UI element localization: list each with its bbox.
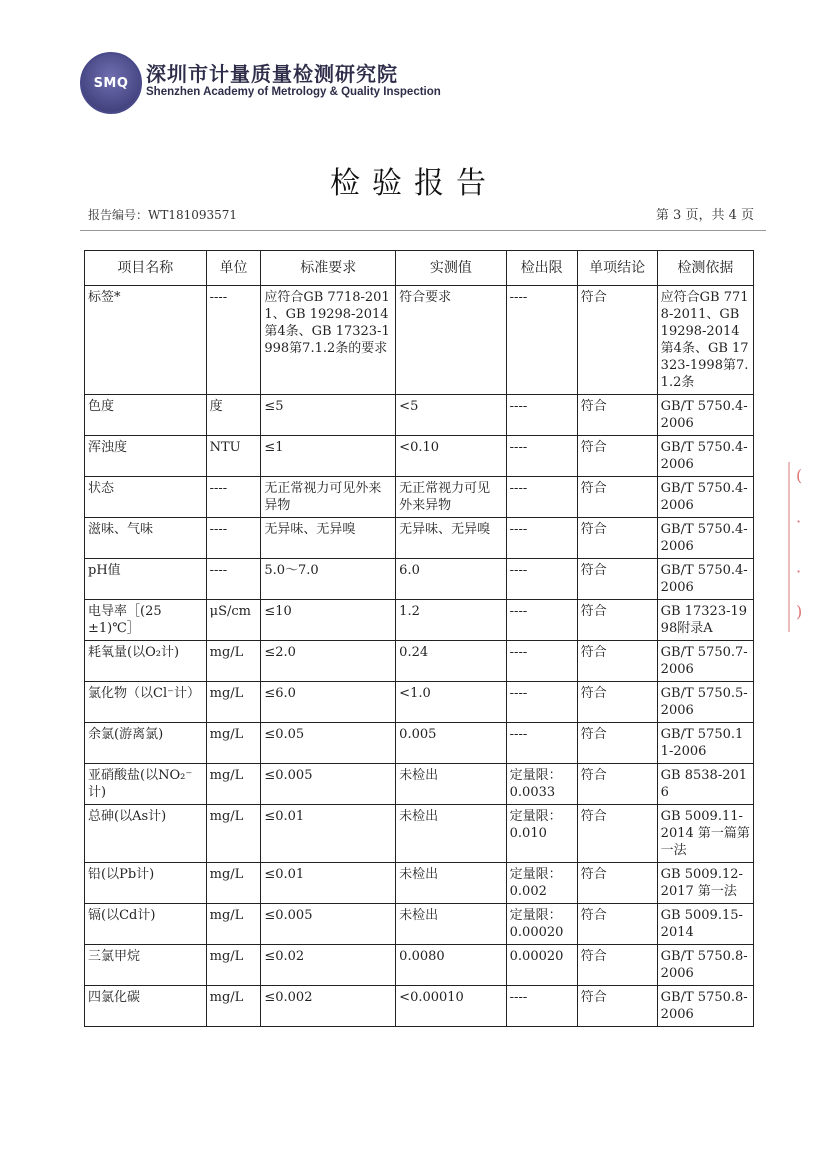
table-row (85, 863, 754, 904)
cell-limit: ---- (506, 559, 577, 600)
table-row (85, 723, 754, 764)
cell-conclusion: 符合 (577, 559, 657, 600)
cell-conclusion: 符合 (577, 904, 657, 945)
cell-measured: 6.0 (396, 559, 506, 600)
cell-limit: 定量限：0.002 (506, 863, 577, 904)
cell-measured: 未检出 (396, 764, 506, 805)
cell-standard: 无正常视力可见外来异物 (261, 477, 396, 518)
cell-unit: mg/L (206, 764, 261, 805)
cell-standard: ≤5 (261, 395, 396, 436)
cell-conclusion: 符合 (577, 986, 657, 1027)
table-header-row (85, 251, 754, 286)
cell-limit: ---- (506, 436, 577, 477)
cell-standard: 应符合GB 7718-2011、GB 19298-2014第4条、GB 17323-1998第7.1.2条的要求 (261, 286, 396, 395)
cell-measured: 未检出 (396, 904, 506, 945)
cell-basis: GB/T 5750.7-2006 (657, 641, 753, 682)
cell-conclusion: 符合 (577, 723, 657, 764)
cell-limit: 定量限：0.00020 (506, 904, 577, 945)
table-row (85, 641, 754, 682)
cell-item: 亚硝酸盐(以NO₂⁻计) (85, 764, 207, 805)
cell-unit: mg/L (206, 986, 261, 1027)
cell-unit: mg/L (206, 863, 261, 904)
cell-limit: ---- (506, 518, 577, 559)
cell-unit: mg/L (206, 641, 261, 682)
cell-item: 四氯化碳 (85, 986, 207, 1027)
table-row (85, 682, 754, 723)
cell-conclusion: 符合 (577, 641, 657, 682)
table-row (85, 945, 754, 986)
header-measured: 实测值 (396, 251, 506, 286)
table-row (85, 764, 754, 805)
cell-basis: GB 5009.15-2014 (657, 904, 753, 945)
cell-standard: ≤0.01 (261, 805, 396, 863)
table-row (85, 518, 754, 559)
cell-conclusion: 符合 (577, 600, 657, 641)
cell-measured: 无正常视力可见外来异物 (396, 477, 506, 518)
cell-item: 滋味、气味 (85, 518, 207, 559)
cell-item: 浑浊度 (85, 436, 207, 477)
cell-basis: GB/T 5750.4-2006 (657, 518, 753, 559)
cell-unit: mg/L (206, 805, 261, 863)
cell-basis: GB/T 5750.8-2006 (657, 945, 753, 986)
cell-measured: 无异味、无异嗅 (396, 518, 506, 559)
cell-unit: 度 (206, 395, 261, 436)
cell-limit: ---- (506, 723, 577, 764)
cell-limit: ---- (506, 395, 577, 436)
cell-standard: ≤0.01 (261, 863, 396, 904)
cell-unit: ---- (206, 559, 261, 600)
cell-standard: 5.0～7.0 (261, 559, 396, 600)
cell-standard: ≤0.02 (261, 945, 396, 986)
cell-limit: 定量限：0.010 (506, 805, 577, 863)
header-unit: 单位 (206, 251, 261, 286)
cell-measured: 0.0080 (396, 945, 506, 986)
cell-limit: ---- (506, 986, 577, 1027)
cell-unit: NTU (206, 436, 261, 477)
cell-conclusion: 符合 (577, 436, 657, 477)
cell-item: 氯化物（以Cl⁻计） (85, 682, 207, 723)
cell-measured: <1.0 (396, 682, 506, 723)
cell-conclusion: 符合 (577, 682, 657, 723)
cell-item: 三氯甲烷 (85, 945, 207, 986)
cell-basis: GB/T 5750.4-2006 (657, 559, 753, 600)
cell-item: 镉(以Cd计) (85, 904, 207, 945)
cell-measured: 1.2 (396, 600, 506, 641)
cell-basis: GB/T 5750.5-2006 (657, 682, 753, 723)
cell-item: 电导率［(25±1)℃］ (85, 600, 207, 641)
cell-measured: <0.10 (396, 436, 506, 477)
cell-measured: 未检出 (396, 805, 506, 863)
cell-limit: ---- (506, 600, 577, 641)
cell-basis: GB/T 5750.8-2006 (657, 986, 753, 1027)
cell-item: 标签* (85, 286, 207, 395)
cell-limit: ---- (506, 682, 577, 723)
cell-unit: ---- (206, 518, 261, 559)
cell-conclusion: 符合 (577, 477, 657, 518)
cell-item: 铅(以Pb计) (85, 863, 207, 904)
report-title: 检验报告 (330, 166, 498, 201)
logo-text: SMQ (93, 75, 129, 91)
cell-basis: GB/T 5750.4-2006 (657, 395, 753, 436)
table-row (85, 436, 754, 477)
cell-basis: GB/T 5750.4-2006 (657, 477, 753, 518)
cell-basis: GB/T 5750.11-2006 (657, 723, 753, 764)
cell-measured: 未检出 (396, 863, 506, 904)
cell-item: 状态 (85, 477, 207, 518)
cell-unit: ---- (206, 477, 261, 518)
cell-item: pH值 (85, 559, 207, 600)
cell-conclusion: 符合 (577, 764, 657, 805)
table-row (85, 477, 754, 518)
cell-unit: ---- (206, 286, 261, 395)
table-row (85, 395, 754, 436)
cell-item: 总砷(以As计) (85, 805, 207, 863)
cell-basis: GB 5009.12-2017 第一法 (657, 863, 753, 904)
cell-standard: ≤0.002 (261, 986, 396, 1027)
cell-conclusion: 符合 (577, 286, 657, 395)
results-table (84, 250, 754, 1027)
cell-item: 色度 (85, 395, 207, 436)
cell-limit: 0.00020 (506, 945, 577, 986)
cell-unit: mg/L (206, 723, 261, 764)
cell-standard: ≤6.0 (261, 682, 396, 723)
cell-measured: <0.00010 (396, 986, 506, 1027)
table-row (85, 904, 754, 945)
cell-limit: ---- (506, 286, 577, 395)
cell-standard: ≤0.005 (261, 904, 396, 945)
cell-unit: mg/L (206, 904, 261, 945)
cell-basis: GB 5009.11-2014 第一篇第一法 (657, 805, 753, 863)
org-name-cn: 深圳市计量质量检测研究院 (146, 62, 398, 86)
cell-conclusion: 符合 (577, 395, 657, 436)
cell-measured: 符合要求 (396, 286, 506, 395)
cell-basis: GB 17323-1998附录A (657, 600, 753, 641)
cell-item: 余氯(游离氯) (85, 723, 207, 764)
smq-logo (80, 52, 142, 114)
cell-standard: ≤1 (261, 436, 396, 477)
cell-limit: ---- (506, 477, 577, 518)
cell-standard: ≤0.005 (261, 764, 396, 805)
cell-conclusion: 符合 (577, 805, 657, 863)
header-conclusion: 单项结论 (577, 251, 657, 286)
table-row (85, 600, 754, 641)
table-row (85, 805, 754, 863)
table-row (85, 559, 754, 600)
report-number: 报告编号：WT181093571 (88, 208, 238, 222)
seal-stamp-partial: ( · · ) (788, 462, 828, 632)
cell-item: 耗氧量(以O₂计) (85, 641, 207, 682)
header-limit: 检出限 (506, 251, 577, 286)
cell-basis: 应符合GB 7718-2011、GB 19298-2014第4条、GB 17323-1998第7.1.2条 (657, 286, 753, 395)
header-basis: 检测依据 (657, 251, 753, 286)
cell-measured: 0.24 (396, 641, 506, 682)
table-row (85, 986, 754, 1027)
header-divider (80, 230, 766, 231)
cell-unit: mg/L (206, 682, 261, 723)
cell-measured: <5 (396, 395, 506, 436)
cell-conclusion: 符合 (577, 863, 657, 904)
cell-measured: 0.005 (396, 723, 506, 764)
cell-standard: ≤2.0 (261, 641, 396, 682)
cell-standard: 无异味、无异嗅 (261, 518, 396, 559)
header-item: 项目名称 (85, 251, 207, 286)
cell-conclusion: 符合 (577, 518, 657, 559)
cell-standard: ≤0.05 (261, 723, 396, 764)
org-name-en: Shenzhen Academy of Metrology & Quality Inspection (146, 86, 441, 98)
cell-conclusion: 符合 (577, 945, 657, 986)
cell-limit: 定量限：0.0033 (506, 764, 577, 805)
cell-standard: ≤10 (261, 600, 396, 641)
page-info: 第 3 页，共 4 页 (655, 208, 754, 223)
cell-limit: ---- (506, 641, 577, 682)
cell-unit: mg/L (206, 945, 261, 986)
cell-unit: μS/cm (206, 600, 261, 641)
report-header (80, 52, 480, 114)
table-row (85, 286, 754, 395)
cell-basis: GB 8538-2016 (657, 764, 753, 805)
cell-basis: GB/T 5750.4-2006 (657, 436, 753, 477)
header-standard: 标准要求 (261, 251, 396, 286)
